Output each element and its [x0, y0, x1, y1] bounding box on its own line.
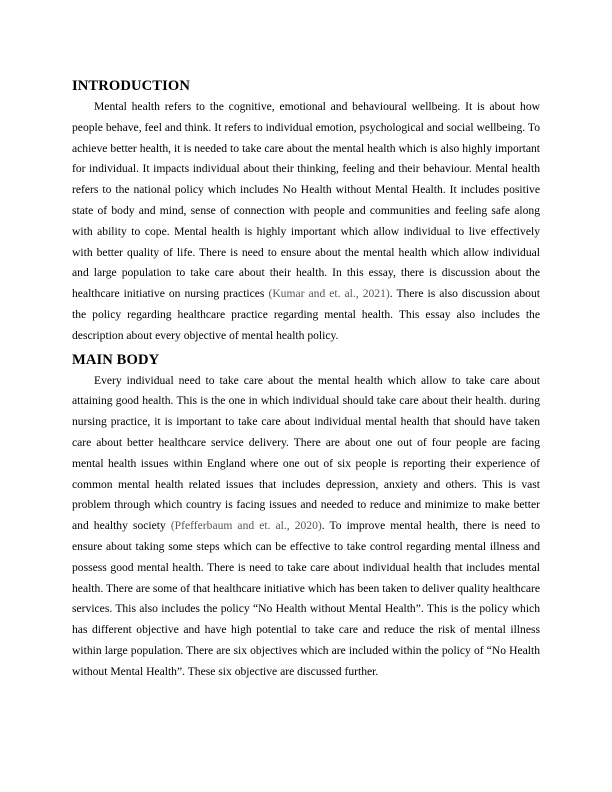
main-body-citation: (Pfefferbaum and et. al., 2020) — [170, 519, 322, 533]
document-body — [72, 76, 540, 683]
main-body-text-part-2: . To improve mental health, there is need to ensure about taking some steps which can be effective to take control regarding mental illness and possess good mental health. There is need to take care about individual health that includes mental health. There are some of that healthcare initiative which has been taken to deliver quality healthcare services. This also includes the policy “No Health without Mental Health”. This is the policy which has different objective and have high potential to take care and reduce the risk of mental illness within large population. There are six objectives which are included within the policy of “No Health without Mental Health”. These six objective are discussed further. — [72, 519, 541, 678]
introduction-citation: (Kumar and et. al., 2021) — [268, 287, 390, 301]
introduction-heading: INTRODUCTION — [72, 78, 190, 94]
introduction-paragraph — [72, 97, 540, 347]
main-body-paragraph — [72, 371, 540, 683]
main-body-text-part-1: Every individual need to take care about the mental health which allow to take care about attaining good health. This is the one in which individual should take care about their health. during nursing practice, it is important to take care about individual mental health that should have taken care about better healthcare service delivery. There are about one out of four people are facing mental health issues within England where one out of six people is reporting their experience of common mental health related issues that includes depression, anxiety and others. This is vast problem through which country is facing issues and needed to reduce and minimize to make better and healthy society — [72, 373, 540, 533]
introduction-text-part-1: Mental health refers to the cognitive, emotional and behavioural wellbeing. It is about how people behave, feel and think. It refers to individual emotion, psychological and social wellbeing. To achieve better health, it is needed to take care about the mental health which is also highly important for individual. It impacts individual about their thinking, feeling and their behaviour. Mental health refers to the national policy which includes No Health without Mental Health. It includes positive state of body and mind, sense of connection with people and communities and feeling safe along with ability to cope. Mental health is highly important which allow individual to live effectively with better quality of life. There is need to ensure about the mental health which allow individual and large population to take care about their health. In this essay, there is discussion about the healthcare initiative on nursing practices — [72, 100, 540, 301]
introduction-text-part-2: . There is also discussion about the policy regarding healthcare practice regarding mental health. This essay also includes the description about every objective of mental health policy. — [72, 287, 540, 342]
main-body-heading: MAIN BODY — [72, 351, 160, 368]
